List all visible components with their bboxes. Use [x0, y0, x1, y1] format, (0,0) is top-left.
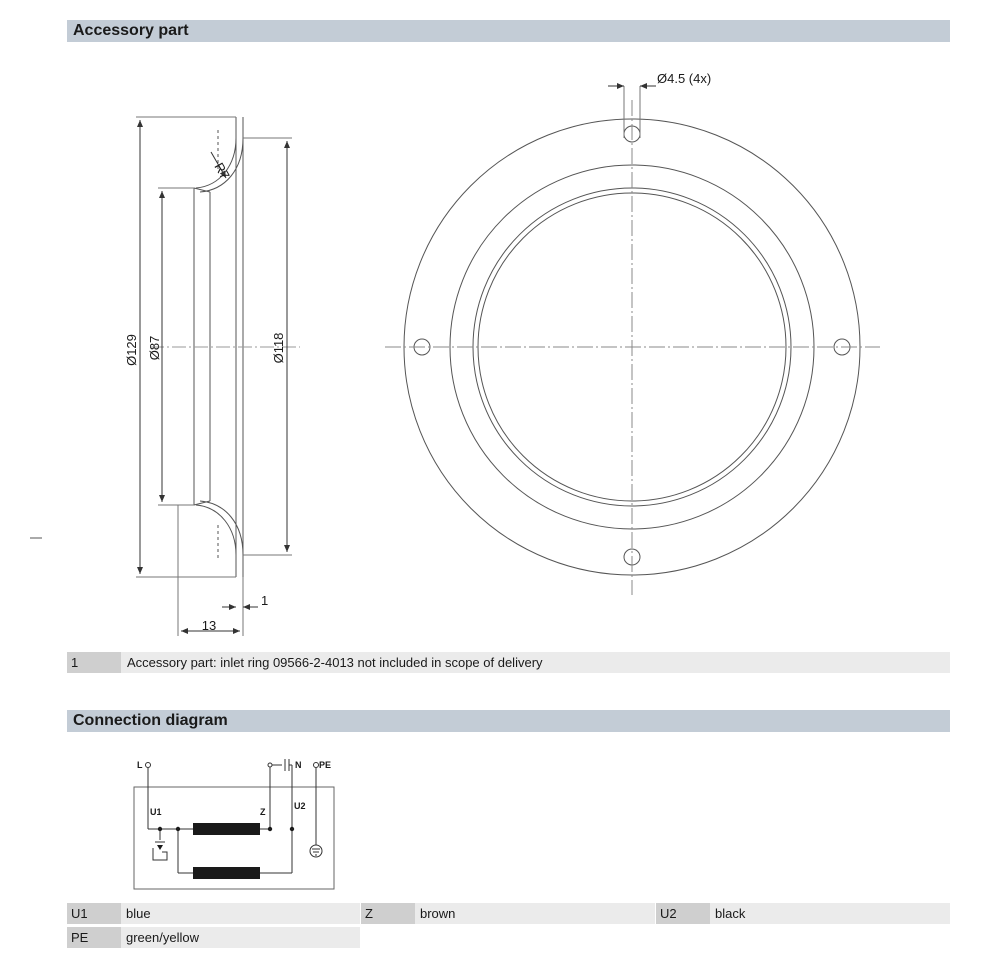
dimension-lines	[140, 120, 287, 631]
section-title-accessory: Accessory part	[67, 20, 950, 42]
dim-radius: R7	[211, 160, 233, 182]
label-U2: U2	[294, 801, 306, 811]
wire-color-u1: blue	[121, 903, 360, 924]
dim-thickness: 1	[261, 593, 269, 608]
wire-table-row-1	[67, 903, 950, 924]
front-view	[385, 86, 880, 595]
note-key: 1	[67, 652, 121, 673]
note-text: Accessory part: inlet ring 09566-2-4013 not included in scope of delivery	[121, 652, 950, 673]
dim-inner-diameter: Ø87	[147, 335, 162, 361]
wire-code-z: Z	[361, 903, 415, 924]
dim-outer-diameter: Ø129	[124, 334, 139, 366]
side-profile	[136, 117, 300, 636]
label-PE: PE	[319, 760, 332, 770]
wire-code-u2: U2	[656, 903, 710, 924]
label-U1: U1	[150, 807, 162, 817]
wire-color-u2: black	[710, 903, 950, 924]
note-row	[67, 652, 950, 673]
wire-code-u1: U1	[67, 903, 121, 924]
wire-color-pe: green/yellow	[121, 927, 360, 948]
dim-hole: Ø4.5 (4x)	[657, 71, 712, 86]
dim-depth: 13	[201, 618, 217, 633]
label-L: L	[137, 760, 143, 770]
label-N: N	[295, 760, 302, 770]
wire-color-z: brown	[415, 903, 655, 924]
label-Z: Z	[260, 807, 266, 817]
dim-mid-diameter: Ø118	[271, 332, 286, 364]
section-title-connection: Connection diagram	[67, 710, 950, 732]
wire-table-row-2	[67, 927, 360, 948]
wire-code-pe: PE	[67, 927, 121, 948]
